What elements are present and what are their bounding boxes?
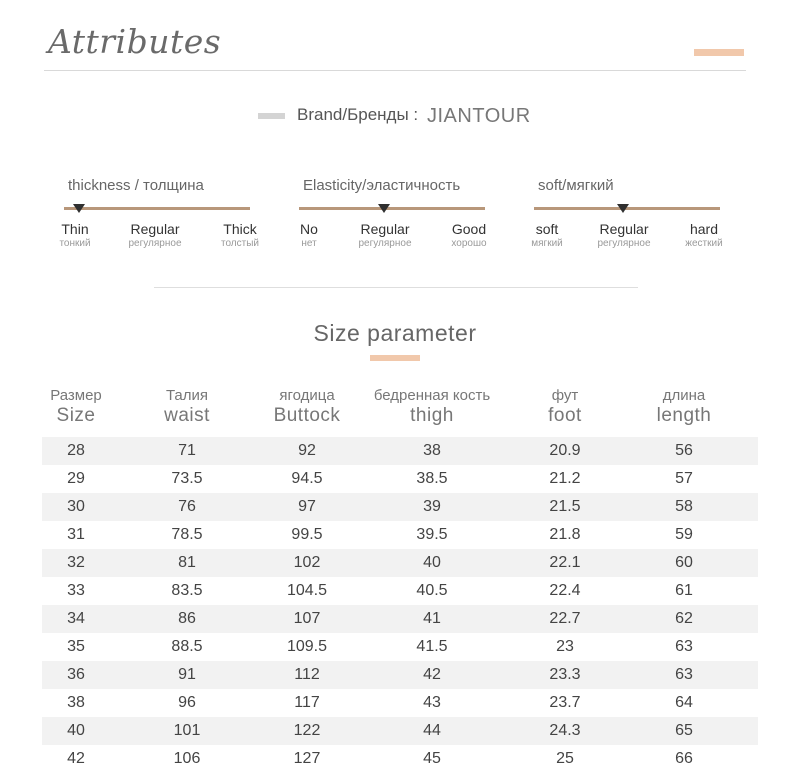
attribute-option — [531, 221, 562, 250]
table-cell: 92 — [298, 442, 316, 459]
table-cell: 57 — [675, 470, 693, 487]
table-cell: 60 — [675, 554, 693, 571]
table-cell: 23.3 — [549, 666, 581, 683]
attribute-title: soft/мягкий — [538, 177, 614, 194]
table-cell: 117 — [294, 694, 320, 711]
table-cell: 42 — [67, 750, 85, 767]
table-cell: 33 — [67, 582, 85, 599]
attribute-scale-bar — [64, 207, 250, 210]
table-cell: 40 — [423, 554, 441, 571]
table-cell: 97 — [298, 498, 316, 515]
table-cell: 88.5 — [171, 638, 203, 655]
attribute-option — [300, 221, 318, 250]
table-cell: 41 — [423, 610, 441, 627]
table-cell: 38.5 — [416, 470, 448, 487]
table-row — [42, 549, 758, 577]
attribute-scale-bar — [299, 207, 485, 210]
option-sublabel: хорошо — [451, 238, 487, 249]
option-label: Thin — [61, 221, 89, 237]
table-cell: 91 — [178, 666, 196, 683]
table-cell: 61 — [675, 582, 693, 599]
table-cell: 45 — [423, 750, 441, 767]
table-cell: 104.5 — [286, 582, 328, 599]
option-sublabel: жесткий — [685, 238, 723, 249]
table-cell: 107 — [293, 610, 321, 627]
option-label: Thick — [223, 221, 257, 237]
option-label: Good — [451, 221, 487, 237]
column-header-ru: Размер — [50, 387, 102, 404]
table-cell: 21.5 — [549, 498, 581, 515]
column-header-ru: фут — [551, 387, 579, 404]
size-title-accent-bar — [370, 355, 420, 361]
size-table-header — [42, 386, 758, 434]
table-row — [42, 689, 758, 717]
table-cell: 58 — [675, 498, 693, 515]
table-cell: 102 — [293, 554, 321, 571]
attribute-option — [685, 221, 722, 250]
column-header-ru: Талия — [165, 387, 209, 404]
table-cell: 30 — [67, 498, 85, 515]
page-title: Attributes — [48, 22, 222, 61]
attribute-marker-icon — [378, 204, 390, 213]
column-header-en: thigh — [410, 405, 454, 426]
section-divider — [154, 287, 638, 288]
table-cell: 22.1 — [549, 554, 581, 571]
column-header — [50, 386, 102, 427]
option-label: Regular — [130, 221, 180, 237]
table-row — [42, 465, 758, 493]
table-cell: 42 — [423, 666, 441, 683]
option-sublabel: регулярное — [358, 238, 412, 249]
table-cell: 21.2 — [549, 470, 581, 487]
table-cell: 106 — [173, 750, 201, 767]
table-cell: 66 — [675, 750, 693, 767]
attribute-thickness — [59, 177, 284, 257]
table-cell: 25 — [556, 750, 574, 767]
attribute-marker-icon — [73, 204, 85, 213]
attribute-option — [597, 221, 650, 250]
table-cell: 39.5 — [416, 526, 448, 543]
option-sublabel: тонкий — [59, 238, 91, 249]
attribute-elasticity — [299, 177, 519, 257]
option-sublabel: толстый — [221, 238, 259, 249]
table-cell: 41.5 — [416, 638, 448, 655]
table-cell: 76 — [178, 498, 196, 515]
title-divider — [44, 70, 746, 71]
option-sublabel: регулярное — [128, 238, 182, 249]
option-sublabel: мягкий — [531, 238, 563, 249]
column-header — [657, 386, 712, 427]
table-cell: 62 — [675, 610, 693, 627]
table-cell: 22.4 — [549, 582, 581, 599]
table-cell: 112 — [294, 666, 320, 683]
table-cell: 81 — [178, 554, 196, 571]
table-row — [42, 717, 758, 745]
attribute-option — [358, 221, 411, 250]
column-header-en: Buttock — [273, 405, 341, 426]
option-label: Regular — [599, 221, 649, 237]
table-cell: 63 — [675, 666, 693, 683]
column-header-ru: длина — [662, 387, 706, 404]
table-cell: 64 — [675, 694, 693, 711]
column-header-ru: ягодица — [279, 387, 335, 404]
table-cell: 32 — [67, 554, 85, 571]
table-cell: 21.8 — [549, 526, 581, 543]
attribute-title: Elasticity/эластичность — [303, 177, 461, 194]
table-cell: 99.5 — [291, 526, 323, 543]
table-row — [42, 633, 758, 661]
table-cell: 122 — [293, 722, 321, 739]
table-cell: 23 — [556, 638, 574, 655]
table-cell: 36 — [67, 666, 85, 683]
table-row — [42, 745, 758, 773]
table-row — [42, 521, 758, 549]
table-cell: 73.5 — [171, 470, 203, 487]
table-cell: 63 — [675, 638, 693, 655]
table-cell: 127 — [293, 750, 321, 767]
table-cell: 65 — [675, 722, 693, 739]
size-table-title: Size parameter — [313, 320, 477, 346]
table-cell: 24.3 — [549, 722, 581, 739]
table-cell: 101 — [173, 722, 201, 739]
table-cell: 96 — [178, 694, 196, 711]
table-cell: 56 — [675, 442, 693, 459]
column-header-en: length — [656, 405, 712, 426]
table-cell: 71 — [178, 442, 196, 459]
table-cell: 43 — [423, 694, 441, 711]
table-cell: 40.5 — [416, 582, 448, 599]
column-header-en: foot — [548, 405, 582, 426]
table-cell: 109.5 — [286, 638, 328, 655]
table-cell: 35 — [67, 638, 85, 655]
column-header — [374, 386, 490, 427]
table-cell: 34 — [67, 610, 85, 627]
column-header — [548, 386, 582, 427]
column-header — [164, 386, 210, 427]
table-cell: 38 — [423, 442, 441, 459]
column-header — [274, 386, 341, 427]
table-cell: 23.7 — [549, 694, 581, 711]
table-row — [42, 493, 758, 521]
table-row — [42, 577, 758, 605]
size-table-body — [42, 437, 758, 773]
attribute-softness — [531, 177, 754, 257]
table-row — [42, 605, 758, 633]
table-cell: 40 — [67, 722, 85, 739]
attribute-option — [128, 221, 181, 250]
option-label: No — [300, 221, 318, 237]
attribute-marker-icon — [617, 204, 629, 213]
table-cell: 86 — [178, 610, 196, 627]
option-label: Regular — [360, 221, 410, 237]
option-sublabel: регулярное — [597, 238, 651, 249]
table-cell: 39 — [423, 498, 441, 515]
table-cell: 59 — [675, 526, 693, 543]
table-cell: 38 — [67, 694, 85, 711]
table-row — [42, 437, 758, 465]
attribute-option — [59, 221, 90, 250]
table-cell: 29 — [67, 470, 85, 487]
option-label: hard — [689, 221, 719, 237]
table-cell: 20.9 — [549, 442, 581, 459]
option-sublabel: нет — [301, 238, 317, 249]
attribute-option — [221, 221, 259, 250]
attribute-option — [451, 221, 486, 250]
table-cell: 78.5 — [171, 526, 203, 543]
column-header-en: waist — [164, 405, 210, 426]
table-cell: 28 — [67, 442, 85, 459]
column-header-ru: бедренная кость — [373, 387, 491, 404]
brand-label: Brand/Бренды : — [297, 105, 419, 124]
table-cell: 94.5 — [291, 470, 323, 487]
table-row — [42, 661, 758, 689]
table-cell: 83.5 — [171, 582, 203, 599]
brand-value: JIANTOUR — [427, 105, 531, 127]
table-cell: 44 — [423, 722, 441, 739]
brand-dash — [258, 113, 285, 119]
table-cell: 31 — [67, 526, 85, 543]
table-cell: 22.7 — [549, 610, 581, 627]
title-accent-bar — [694, 49, 744, 56]
option-label: soft — [535, 221, 559, 237]
column-header-en: Size — [56, 405, 96, 426]
attribute-title: thickness / толщина — [68, 177, 204, 194]
